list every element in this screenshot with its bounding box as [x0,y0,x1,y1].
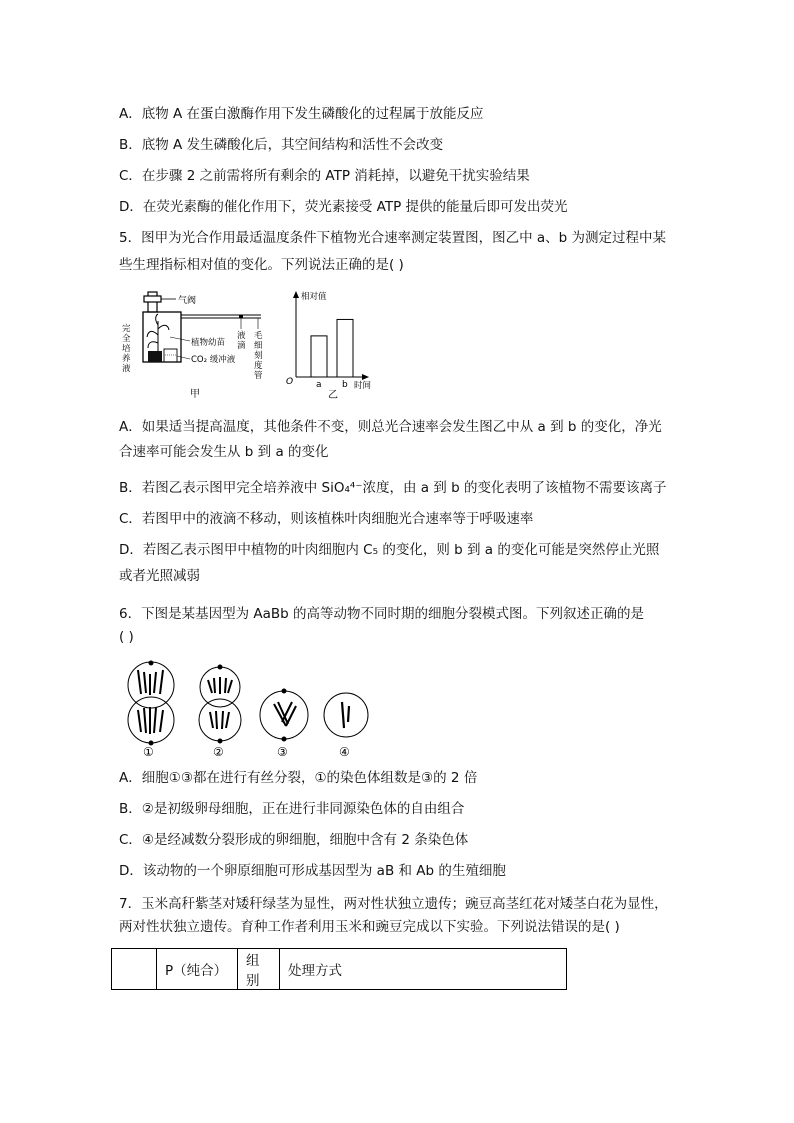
apparatus-figure-jia [118,285,278,403]
cell-4 [324,693,368,737]
svg-text:液: 液 [122,364,131,374]
liquid-droplet [239,315,243,318]
cell-1 [128,661,174,745]
medium-label [122,323,131,374]
cell-4-label: ④ [339,745,350,759]
svg-text:度: 度 [254,361,263,371]
table-header-cell [112,949,157,990]
valve-handle [144,296,161,302]
svg-text:液: 液 [237,331,246,341]
q4-option-c: C．在步骤 2 之前需将所有剩余的 ATP 消耗掉，以避免干扰实验结果 [119,168,530,184]
svg-text:毛: 毛 [254,331,263,341]
y-axis-label: 相对值 [301,292,327,302]
tick-label-b: b [342,380,348,390]
table-header-cell: 处理方式 [280,949,567,990]
table-header-cell: P（纯合） [157,949,238,990]
cell-3-label: ③ [277,745,288,759]
svg-text:完: 完 [122,324,131,334]
q5-option-d-line1: D．若图乙表示图甲中植物的叶肉细胞内 C₅ 的变化，则 b 到 a 的变化可能是突然停止光照 [119,542,660,558]
figure-jia-caption: 甲 [190,389,200,400]
q6-stem-line2: ( ) [119,629,134,645]
q6-option-a: A．细胞①③都在进行有丝分裂，①的染色体组数是③的 2 倍 [119,770,478,786]
bar-b [337,319,353,377]
x-axis-label: 时间 [354,381,372,391]
cell-2 [199,665,241,743]
svg-text:滴: 滴 [237,341,246,351]
culture-pot [148,351,162,362]
q5-option-a-line2: 合速率可能会发生从 b 到 a 的变化 [119,444,329,460]
q6-option-d: D．该动物的一个卵原细胞可形成基因型为 aB 和 Ab 的生殖细胞 [119,863,506,879]
cell-division-figure [116,660,386,760]
chart-figure-yi [284,285,384,403]
q5-stem-line1: 5．图甲为光合作用最适温度条件下植物光合速率测定装置图，图乙中 a、b 为测定过程中某 [119,230,667,246]
q4-option-a: A．底物 A 在蛋白激酶作用下发生磷酸化的过程属于放能反应 [119,106,484,122]
q5-option-a-line1: A．如果适当提高温度，其他条件不变，则总光合速率会发生图乙中从 a 到 b 的变化，净光 [119,419,662,435]
svg-text:培: 培 [122,344,131,354]
svg-text:细: 细 [254,341,263,351]
tube-label [254,331,263,381]
table-header-cell: 组别 [238,949,280,990]
q7-stem-line2: 两对性状独立遗传。育种工作者利用玉米和豌豆完成以下实验。下列说法错误的是( ) [119,919,620,935]
cell-2-label: ② [213,745,224,759]
q7-stem-line1: 7．玉米高秆紫茎对矮秆绿茎为显性，两对性状独立遗传；豌豆高茎红花对矮茎白花为显性， [119,896,668,912]
q5-stem-line2: 些生理指标相对值的变化。下列说法正确的是( ) [119,257,404,273]
svg-text:管: 管 [254,371,263,381]
valve-label: 气阀 [178,296,197,306]
droplet-label [237,330,246,351]
cell-1-label: ① [143,745,154,759]
svg-text:刻: 刻 [254,351,263,361]
buffer-beaker [164,349,177,362]
buffer-label: CO₂ 缓冲液 [191,355,236,365]
svg-text:全: 全 [122,334,131,344]
q7-table [111,948,567,990]
svg-text:养: 养 [122,354,131,364]
q5-option-c: C．若图甲中的液滴不移动，则该植株叶肉细胞光合速率等于呼吸速率 [119,511,534,527]
cell-3 [260,689,308,741]
tick-label-a: a [316,380,322,390]
seedling-label: 植物幼苗 [191,338,226,348]
q6-option-c: C．④是经减数分裂形成的卵细胞，细胞中含有 2 条染色体 [119,832,469,848]
q4-option-d: D．在荧光素酶的催化作用下，荧光素接受 ATP 提供的能量后即可发出荧光 [119,199,568,215]
table-header-row [112,949,567,990]
bar-a [311,336,327,377]
q6-stem-line1: 6．下图是某基因型为 AaBb 的高等动物不同时期的细胞分裂模式图。下列叙述正确的是 [119,606,645,622]
figure-yi-caption: 乙 [328,390,338,401]
q6-option-b: B．②是初级卵母细胞，正在进行非同源染色体的自由组合 [119,801,465,817]
q5-option-b: B．若图乙表示图甲完全培养液中 SiO₄⁴⁻浓度，由 a 到 b 的变化表明了该植物不需要该离子 [119,480,667,496]
q4-option-b: B．底物 A 发生磷酸化后，其空间结构和活性不会改变 [119,137,444,153]
origin-label: O [286,377,294,387]
q5-option-d-line2: 或者光照减弱 [119,568,200,584]
